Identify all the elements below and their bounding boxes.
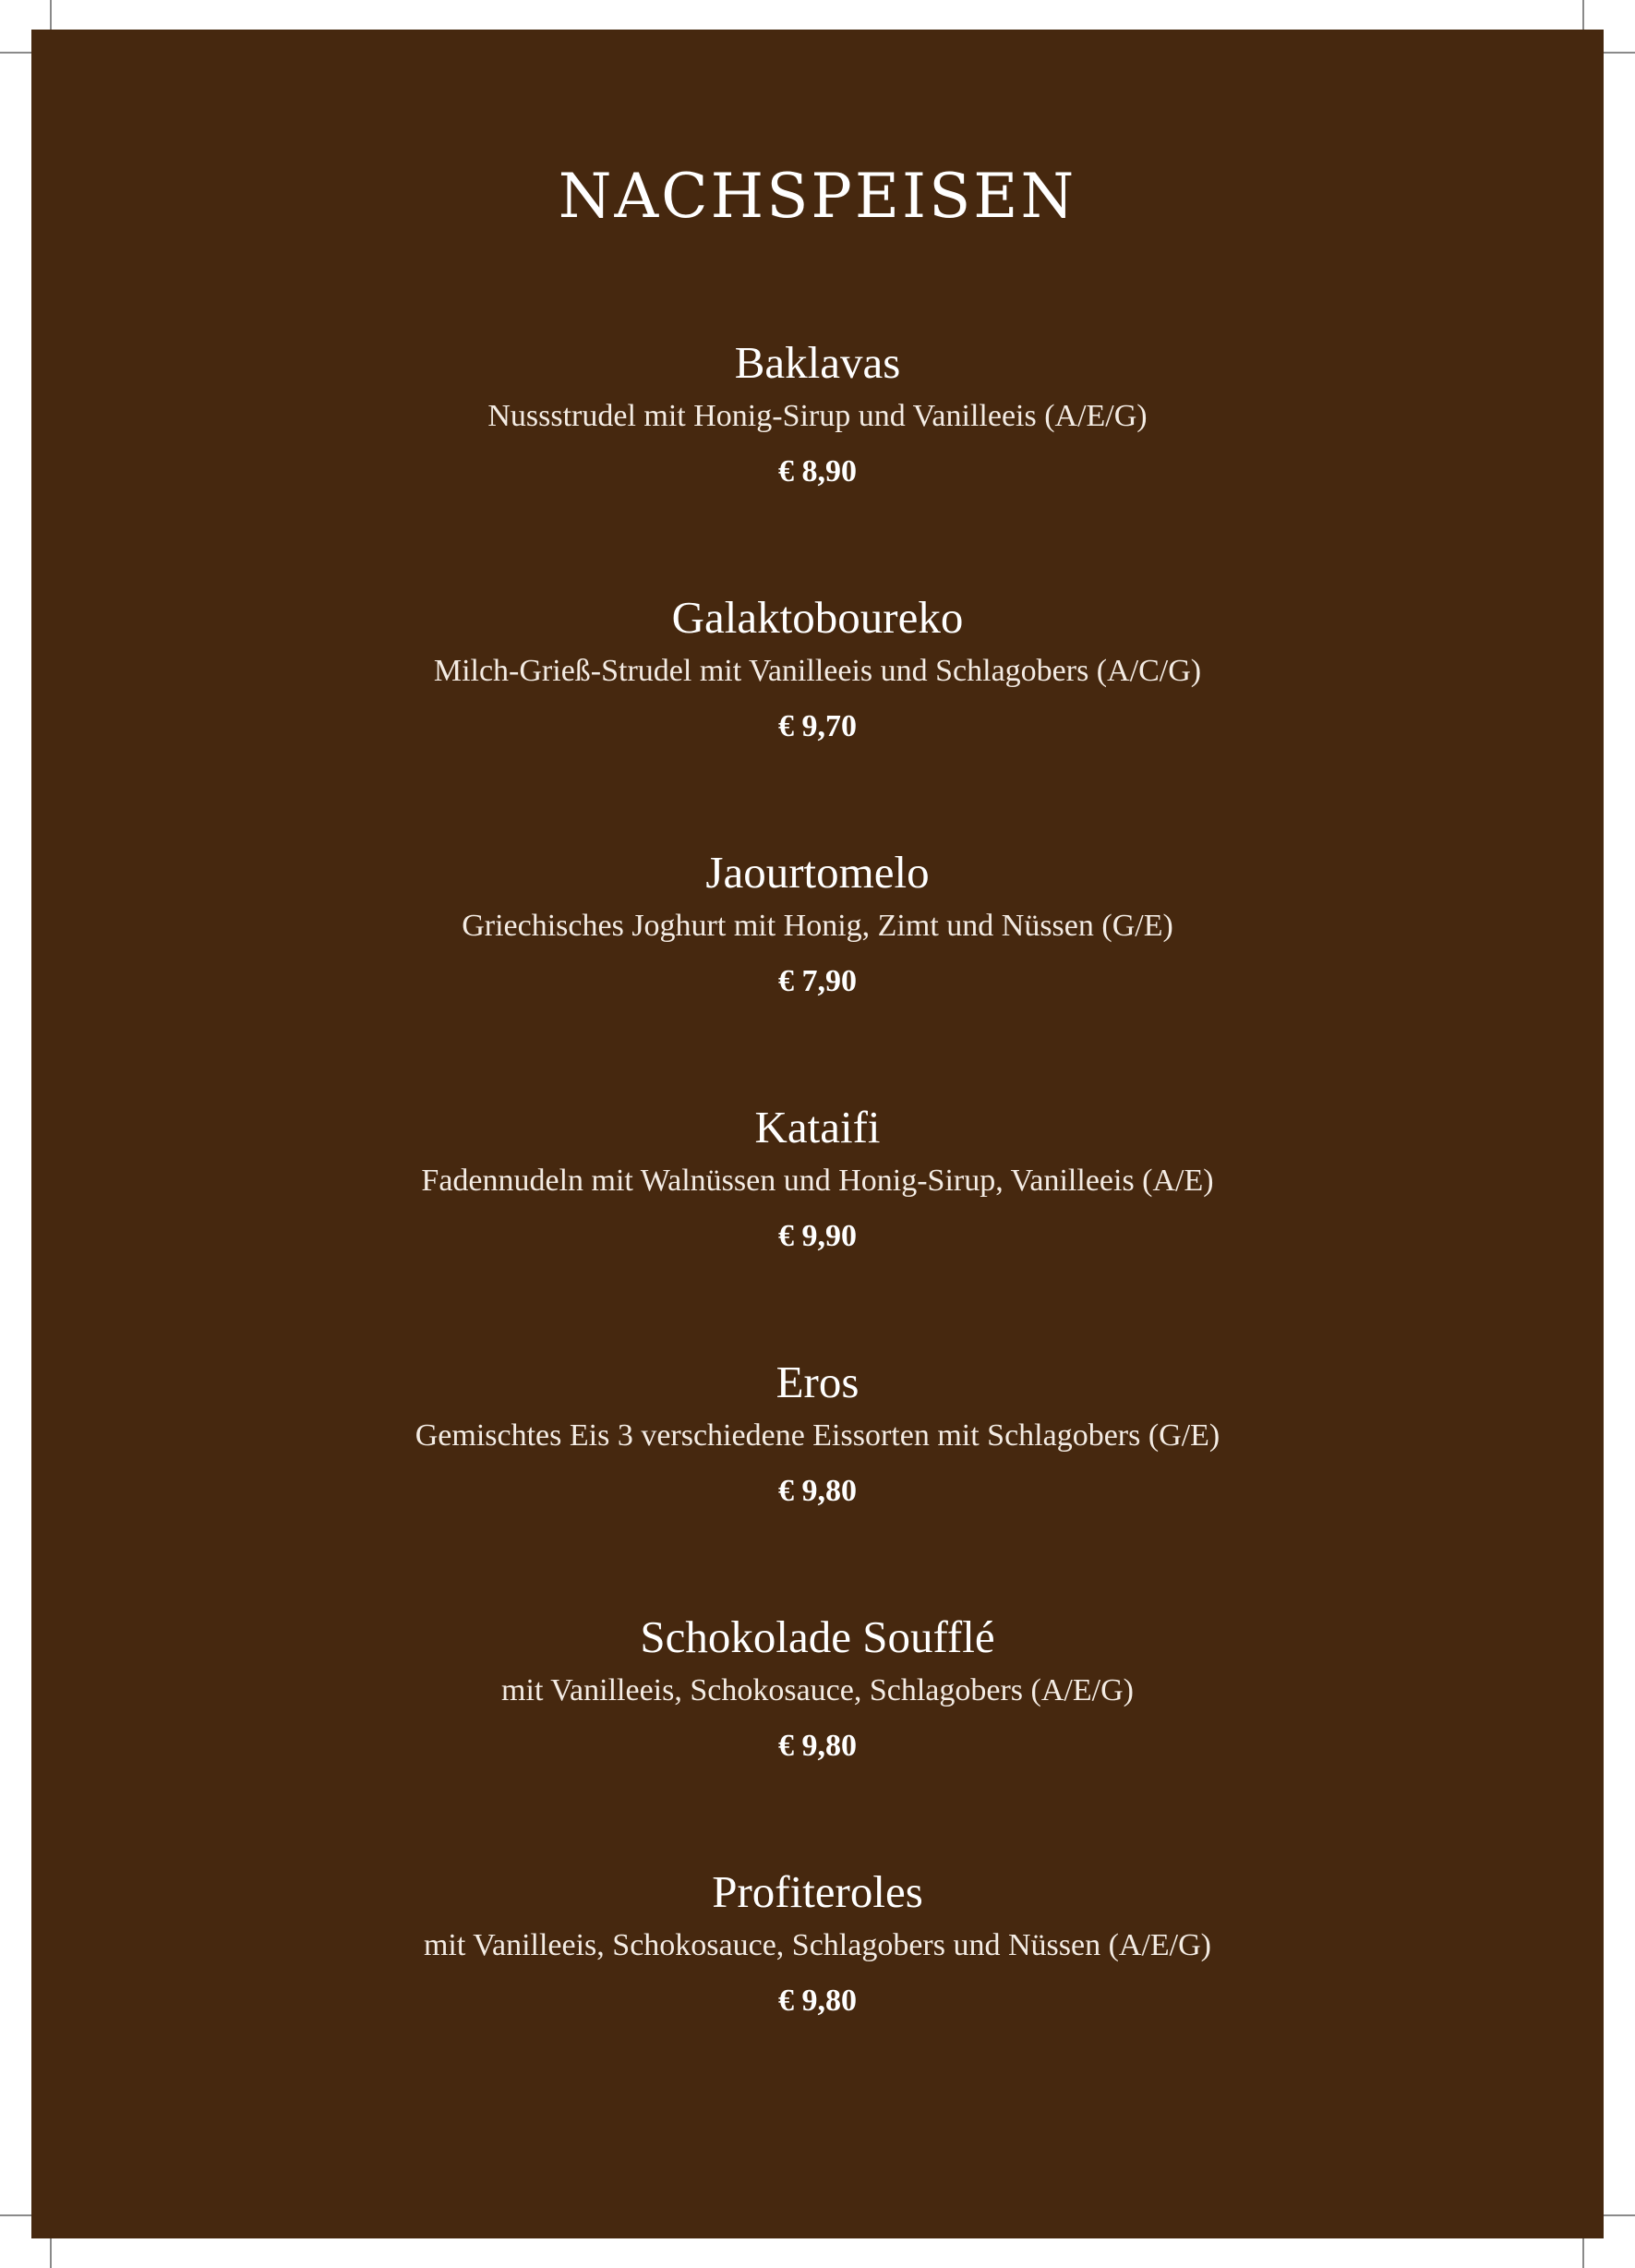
menu-item [31,337,1604,592]
menu-item-price: € 9,90 [778,1219,857,1253]
crop-mark [0,52,31,54]
menu-item-name: Eros [775,1357,860,1407]
menu-item [31,1102,1604,1357]
crop-mark [50,2238,52,2268]
menu-item [31,1357,1604,1611]
menu-item-name: Baklavas [734,337,901,388]
menu-item-name: Schokolade Soufflé [640,1611,995,1662]
menu-item-description: Gemischtes Eis 3 verschiedene Eissorten mit Schlagobers (G/E) [415,1418,1220,1453]
crop-mark [1582,0,1584,30]
menu-page [31,30,1604,2238]
menu-item-description: Milch-Grieß-Strudel mit Vanilleeis und Schlagobers (A/C/G) [433,654,1202,688]
menu-item-name: Galaktoboureko [671,592,964,643]
menu-item-price: € 7,90 [778,964,857,998]
menu-item-price: € 9,80 [778,1474,857,1508]
menu-item-name: Kataifi [754,1102,881,1152]
crop-mark [1582,2238,1584,2268]
menu-item [31,592,1604,847]
menu-item-price: € 9,80 [778,1729,857,1763]
crop-mark [1604,52,1635,54]
crop-mark [50,0,52,30]
menu-list [31,337,1604,2121]
menu-item-name: Jaourtomelo [705,847,930,898]
crop-mark [1604,2214,1635,2216]
menu-item-price: € 8,90 [778,454,857,489]
menu-item-name: Profiteroles [712,1866,923,1917]
menu-item [31,1866,1604,2121]
crop-mark [0,2214,31,2216]
menu-item [31,847,1604,1102]
menu-item [31,1611,1604,1866]
menu-item-description: Fadennudeln mit Walnüssen und Honig-Sirup, Vanilleeis (A/E) [421,1164,1214,1198]
menu-item-description: Nussstrudel mit Honig-Sirup und Vanilleeis (A/E/G) [487,399,1148,433]
menu-title: NACHSPEISEN [558,161,1077,232]
menu-item-description: mit Vanilleeis, Schokosauce, Schlagobers und Nüssen (A/E/G) [423,1928,1211,1962]
menu-item-description: mit Vanilleeis, Schokosauce, Schlagobers (A/E/G) [501,1673,1134,1707]
menu-item-price: € 9,70 [778,709,857,743]
menu-item-price: € 9,80 [778,1984,857,2018]
menu-item-description: Griechisches Joghurt mit Honig, Zimt und Nüssen (G/E) [462,909,1173,943]
